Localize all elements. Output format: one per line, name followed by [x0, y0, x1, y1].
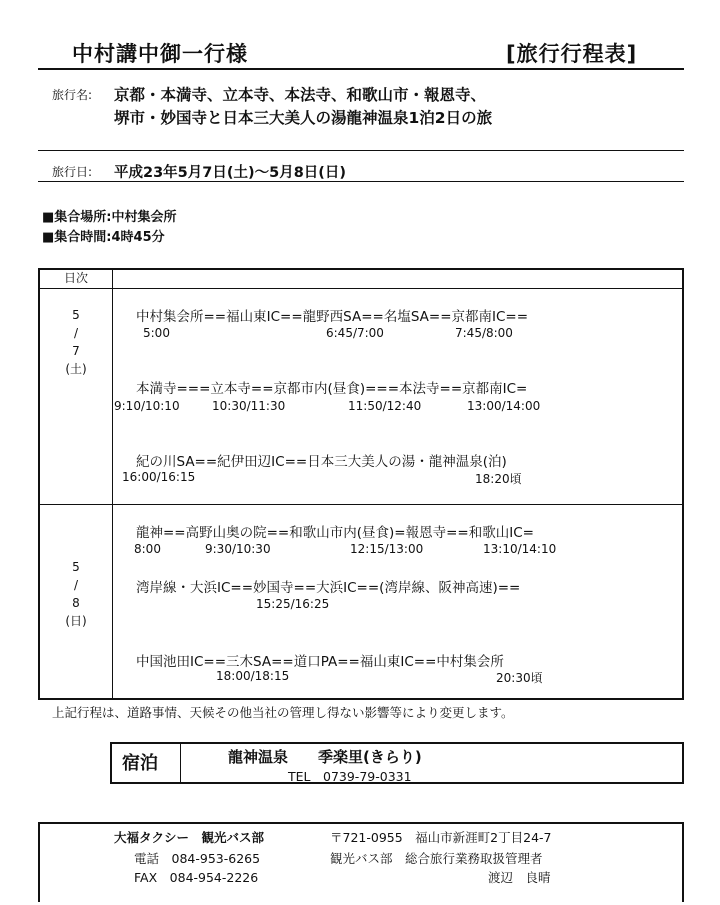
day2-month: 5: [72, 560, 80, 574]
day2-time: 18:00/18:15: [216, 669, 290, 683]
day1-date: 7: [72, 344, 80, 358]
day1-time: 9:10/10:10: [114, 399, 180, 413]
day2-time: 15:25/16:25: [256, 597, 330, 611]
day2-route-2: 湾岸線・大浜IC==妙国寺==大浜IC==(湾岸線、阪神高速)==: [136, 580, 521, 596]
company-phone: 電話 084-953-6265: [134, 851, 261, 866]
day1-slash: /: [73, 326, 79, 340]
client-name: 中村講中御一行様: [72, 42, 248, 66]
day1-time: 10:30/11:30: [212, 399, 286, 413]
lodging-box: [110, 742, 684, 784]
day1-route-1: 中村集会所==福山東IC==龍野西SA==名塩SA==京都南IC==: [136, 309, 529, 325]
lodging-divider: [180, 744, 181, 782]
lodging-label: 宿泊: [122, 753, 158, 774]
day1-time: 16:00/16:15: [122, 470, 196, 484]
table-header-day: 日次: [63, 271, 88, 285]
day2-time: 9:30/10:30: [205, 542, 271, 556]
document-title: [旅行行程表]: [506, 42, 638, 66]
manager-name: 渡辺 良晴: [488, 870, 551, 885]
day1-time: 18:20頃: [475, 472, 522, 486]
header-rule: [38, 68, 684, 70]
day2-route-1: 龍神==高野山奥の院==和歌山市内(昼食)=報恩寺==和歌山IC=: [136, 525, 534, 541]
day1-month: 5: [72, 308, 80, 322]
trip-name-label: 旅行名:: [52, 88, 93, 102]
day2-time: 12:15/13:00: [350, 542, 424, 556]
day1-time: 13:00/14:00: [467, 399, 541, 413]
company-fax: FAX 084-954-2226: [134, 870, 259, 885]
day2-time: 20:30頃: [496, 671, 543, 685]
table-day-divider: [112, 270, 113, 698]
trip-date-label: 旅行日:: [52, 165, 93, 179]
trip-date-rule: [38, 181, 684, 182]
day2-date: 8: [72, 596, 80, 610]
day1-weekday: (土): [65, 362, 87, 376]
day1-route-3: 紀の川SA==紀伊田辺IC==日本三大美人の湯・龍神温泉(泊): [136, 454, 507, 470]
table-day-separator: [40, 504, 682, 505]
day1-route-2: 本満寺===立本寺==京都市内(昼食)===本法寺==京都南IC=: [136, 381, 528, 397]
day2-route-3: 中国池田IC==三木SA==道口PA==福山東IC==中村集会所: [136, 654, 504, 670]
trip-name-rule: [38, 150, 684, 151]
day2-time: 13:10/14:10: [483, 542, 557, 556]
meeting-time: ■集合時間:4時45分: [42, 230, 165, 245]
company-info-box: [38, 822, 684, 902]
trip-name-line-2: 堺市・妙国寺と日本三大美人の湯龍神温泉1泊2日の旅: [114, 109, 493, 127]
lodging-tel: TEL 0739-79-0331: [288, 769, 412, 784]
trip-date-value: 平成23年5月7日(土)〜5月8日(日): [114, 165, 347, 181]
day1-time: 7:45/8:00: [455, 326, 513, 340]
meeting-place: ■集合場所:中村集会所: [42, 210, 177, 225]
day2-time: 8:00: [134, 542, 161, 556]
itinerary-notice: 上記行程は、道路事情、天候その他当社の管理し得ない影響等により変更します。: [52, 705, 514, 720]
company-name: 大福タクシー 観光バス部: [114, 830, 265, 845]
table-header-rule: [40, 288, 682, 289]
trip-name-line-1: 京都・本満寺、立本寺、本法寺、和歌山市・報恩寺、: [114, 86, 487, 104]
day2-weekday: (日): [65, 614, 87, 628]
lodging-name: 龍神温泉 季楽里(きらり): [228, 748, 422, 766]
day1-time: 6:45/7:00: [326, 326, 384, 340]
day1-time: 11:50/12:40: [348, 399, 422, 413]
day2-slash: /: [73, 578, 79, 592]
manager-role: 観光バス部 総合旅行業務取扱管理者: [330, 851, 543, 866]
company-address: 〒721-0955 福山市新涯町2丁目24-7: [330, 830, 552, 845]
day1-time: 5:00: [143, 326, 170, 340]
